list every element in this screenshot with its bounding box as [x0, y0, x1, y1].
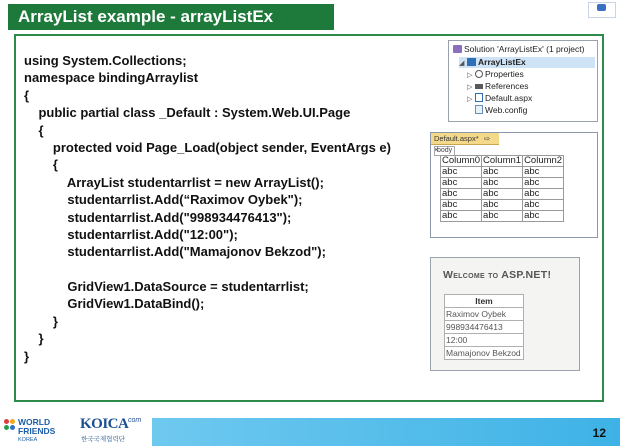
project-icon	[467, 58, 476, 66]
grid-header-cell: Column2	[524, 155, 563, 166]
grid-cell: abc	[523, 211, 564, 222]
expand-triangle-icon: ▷	[467, 84, 473, 91]
grid-cell: abc	[482, 200, 523, 211]
grid-cell: 12:00	[445, 334, 524, 347]
code-line: GridView1.DataBind();	[24, 296, 205, 312]
grid-cell: abc	[441, 200, 482, 211]
solution-icon	[453, 45, 462, 53]
grid-row	[441, 167, 564, 178]
grid-row	[441, 200, 564, 211]
code-line: public partial class _Default : System.Web.UI.Page	[24, 105, 351, 121]
code-line: ArrayList studentarrlist = new ArrayList();	[24, 174, 324, 190]
code-line: {	[24, 157, 58, 173]
code-block	[24, 52, 391, 365]
browser-output	[430, 257, 580, 371]
config-file-icon	[475, 105, 483, 114]
world-friends-logo	[4, 417, 70, 444]
koica-sub: 한국국제협력단	[81, 436, 125, 443]
output-gridview	[444, 294, 524, 360]
tree-item-label: Properties	[485, 69, 524, 79]
footer-bar	[152, 418, 620, 446]
references-icon	[475, 84, 483, 89]
tree-item-label: Default.aspx	[485, 93, 533, 103]
grid-row	[441, 189, 564, 200]
grid-cell: abc	[441, 178, 482, 189]
solution-explorer	[448, 40, 598, 122]
grid-cell: abc	[523, 178, 564, 189]
grid-cell: 998934476413	[445, 321, 524, 334]
code-line: studentarrlist.Add("998934476413");	[24, 209, 292, 225]
grid-row	[441, 211, 564, 222]
code-line: }	[24, 331, 44, 347]
world-friends-mark-icon	[4, 419, 16, 433]
body-tag-label: body	[434, 146, 455, 156]
grid-cell: abc	[523, 200, 564, 211]
grid-cell: Raximov Oybek	[445, 308, 524, 321]
code-line: }	[24, 313, 58, 329]
grid-header-cell: Item	[445, 295, 524, 308]
world-friends-line1: WORLD	[18, 417, 51, 427]
code-line: GridView1.DataSource = studentarrlist;	[24, 279, 309, 295]
code-line: studentarrlist.Add(“Raximov Oybek");	[24, 192, 303, 208]
slide-title: ArrayList example - arrayListEx	[8, 4, 334, 30]
koica-logo	[80, 416, 146, 444]
tree-item-properties[interactable]	[467, 69, 524, 80]
code-line: using System.Collections;	[24, 53, 187, 68]
world-friends-text	[18, 418, 55, 436]
tree-item-label: References	[485, 81, 529, 91]
corner-logo-icon	[588, 2, 616, 18]
code-line: {	[24, 87, 30, 103]
code-line: }	[24, 348, 30, 364]
world-friends-sub: KOREA	[18, 437, 38, 443]
grid-cell: abc	[441, 167, 482, 178]
expand-triangle-icon: ▷	[467, 96, 473, 103]
tree-item-web-config[interactable]	[475, 105, 527, 116]
wrench-icon	[475, 70, 483, 78]
project-label: ArrayListEx	[478, 57, 526, 67]
collapse-triangle-icon: ◢	[459, 60, 465, 67]
solution-label: Solution 'ArrayListEx' (1 project)	[464, 44, 585, 54]
code-line: studentarrlist.Add("12:00");	[24, 226, 238, 242]
grid-row	[441, 178, 564, 189]
page-number: 12	[592, 426, 606, 440]
project-node[interactable]	[459, 57, 595, 68]
grid-cell: Mamajonov Bekzod	[445, 347, 524, 360]
code-line: protected void Page_Load(object sender, EventArgs e)	[24, 139, 391, 155]
grid-cell: abc	[482, 211, 523, 222]
aspx-file-icon	[475, 93, 483, 102]
tree-item-label: Web.config	[485, 105, 528, 115]
designer-gridview[interactable]	[440, 155, 564, 222]
world-friends-line2: FRIENDS	[18, 426, 56, 436]
tree-item-default-aspx[interactable]	[467, 93, 532, 104]
grid-cell: abc	[482, 178, 523, 189]
grid-cell: abc	[441, 211, 482, 222]
code-line	[24, 261, 391, 278]
grid-cell: abc	[523, 167, 564, 178]
expand-triangle-icon: ▷	[467, 72, 473, 79]
grid-cell: abc	[482, 167, 523, 178]
code-line: namespace bindingArraylist	[24, 70, 199, 86]
tab-close-icon[interactable]: ⇨ ×	[434, 134, 490, 154]
solution-node[interactable]	[453, 44, 584, 55]
code-line: {	[24, 122, 44, 138]
grid-header-cell: Column1	[483, 155, 522, 166]
grid-cell: abc	[441, 189, 482, 200]
welcome-heading: Welcome to ASP.NET!	[443, 269, 552, 281]
designer-view	[430, 132, 598, 238]
grid-cell: abc	[523, 189, 564, 200]
grid-header-cell: Column0	[442, 155, 481, 166]
grid-cell: abc	[482, 189, 523, 200]
code-line: studentarrlist.Add("Mamajonov Bekzod");	[24, 244, 326, 260]
designer-tab-label: Default.aspx*	[434, 134, 479, 143]
koica-tag: com	[128, 417, 142, 424]
tree-item-references[interactable]	[467, 81, 528, 92]
koica-name: KOICA	[80, 416, 129, 432]
